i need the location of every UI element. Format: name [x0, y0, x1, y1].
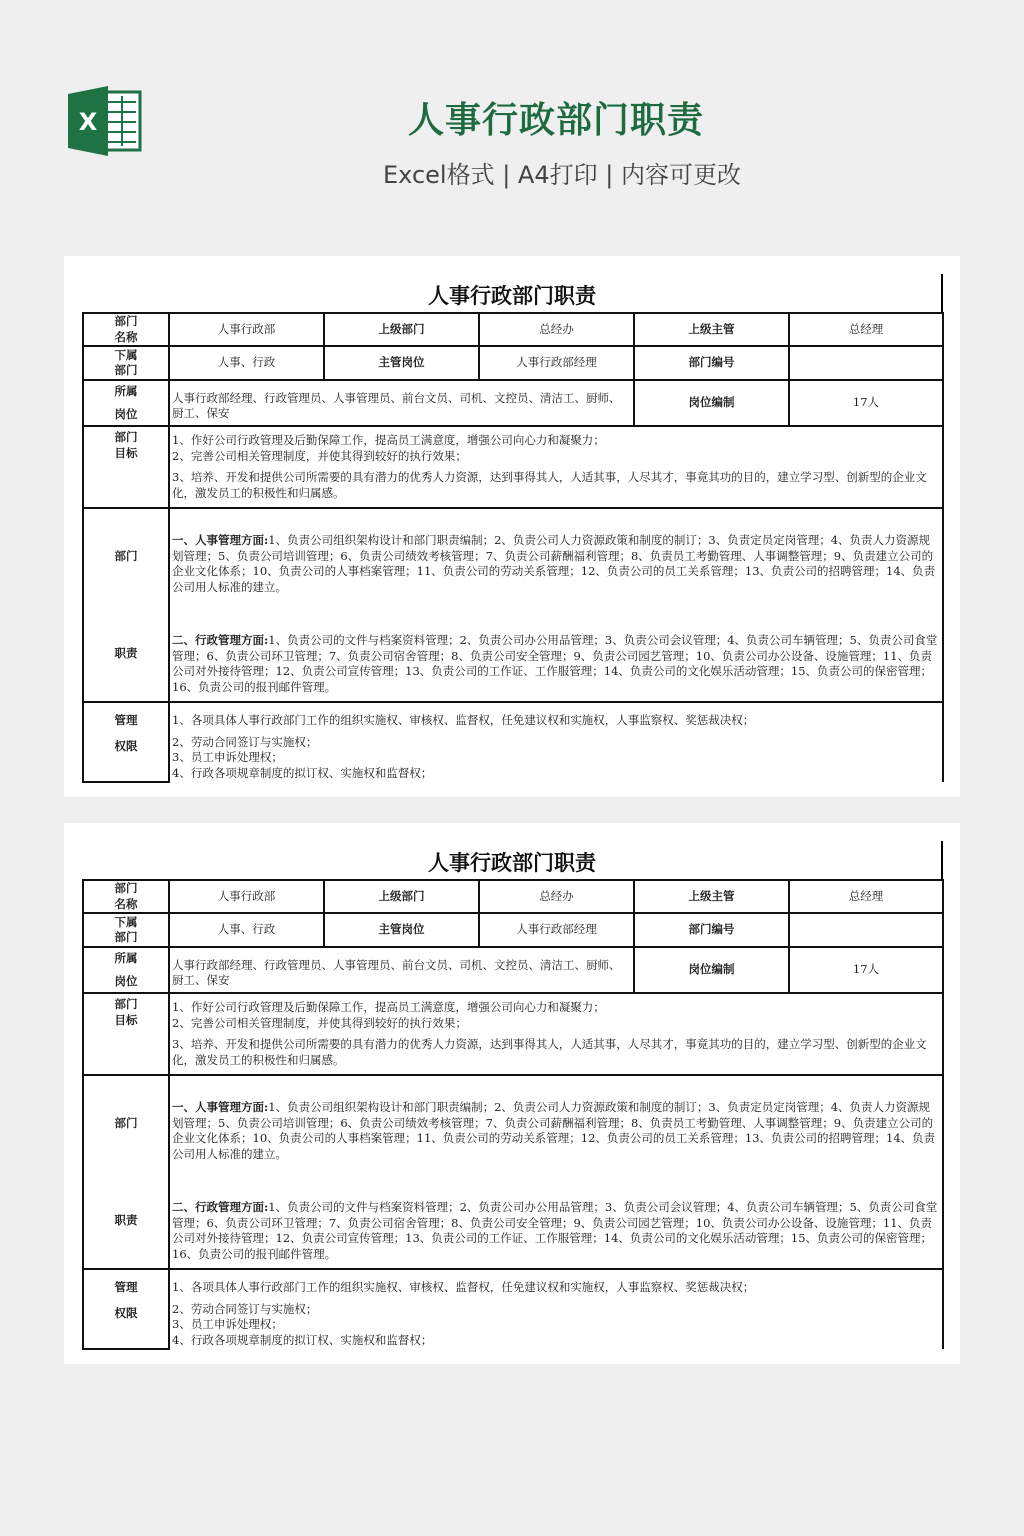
superior-mgr-value: 总经理 [789, 313, 943, 346]
svg-text:X: X [78, 108, 98, 136]
superior-mgr-value: 总经理 [789, 880, 943, 913]
goal-label: 部门 目标 [83, 426, 169, 508]
goal-label: 部门 目标 [83, 993, 169, 1075]
superior-dept-value: 总经办 [479, 880, 634, 913]
goal-item: 3、培养、开发和提供公司所需要的具有潜力的优秀人力资源，达到事得其人，人适其事，人尽其才，事竟其功的目的，建立学习型、创新型的企业文化，激发员工的积极性和归属感。 [172, 470, 927, 500]
headcount-value: 17人 [789, 380, 943, 426]
mgr-post-value: 人事行政部经理 [479, 913, 634, 947]
goal-value [169, 426, 943, 508]
auth-label: 管理 权限 [83, 702, 169, 782]
sheet-preview-2 [64, 823, 960, 1364]
duty-label: 部门 职责 [83, 508, 169, 702]
dept-name-label: 部门 名称 [83, 313, 169, 346]
sub-dept-value: 人事、行政 [169, 346, 324, 380]
duty-value [169, 1075, 943, 1269]
page-subtitle: Excel格式 | A4打印 | 内容可更改 [383, 161, 741, 189]
header [0, 0, 1024, 250]
dept-code-value [789, 913, 943, 947]
goal-item: 1、作好公司行政管理及后勤保障工作，提高员工满意度，增强公司向心力和凝聚力； [172, 1000, 605, 1014]
duty-admin: 二、行政管理方面:1、负责公司的文件与档案资料管理；2、负责公司办公用品管理；3、负责公司会议管理；4、负责公司车辆管理；5、负责公司食堂管理；6、负责公司环卫管理；7、负责公司宿舍管理；8、负责公司安全管理；9、负责公司园艺管理；10、负责公司办公设备、设施管理；11、负责公司对外接待管理；12、负责公司宣传管理；13、负责公司的工作证、工作服管理；14、负责公司的文化娱乐活动管理；15、负责公司的保密管理；16、负责公司的报刊邮件管理。 [172, 1200, 938, 1261]
auth-item: 2、劳动合同签订与实施权； [172, 734, 318, 749]
mgr-post-value: 人事行政部经理 [479, 346, 634, 380]
sheet-preview-1 [64, 256, 960, 797]
superior-dept-label: 上级部门 [324, 313, 479, 346]
sub-dept-label: 下属 部门 [83, 913, 169, 947]
sheet-title: 人事行政部门职责 [428, 850, 596, 875]
duty-admin: 二、行政管理方面:1、负责公司的文件与档案资料管理；2、负责公司办公用品管理；3、负责公司会议管理；4、负责公司车辆管理；5、负责公司食堂管理；6、负责公司环卫管理；7、负责公司宿舍管理；8、负责公司安全管理；9、负责公司园艺管理；10、负责公司办公设备、设施管理；11、负责公司对外接待管理；12、负责公司宣传管理；13、负责公司的工作证、工作服管理；14、负责公司的文化娱乐活动管理；15、负责公司的保密管理；16、负责公司的报刊邮件管理。 [172, 633, 938, 694]
dept-name-value: 人事行政部 [169, 880, 324, 913]
headcount-label: 岗位编制 [634, 947, 789, 993]
goal-value [169, 993, 943, 1075]
auth-item: 4、行政各项规章制度的拟订权、实施权和监督权； [172, 1332, 433, 1347]
posts-value: 人事行政部经理、行政管理员、人事管理员、前台文员、司机、文控员、清洁工、厨师、厨工、保安 [169, 947, 634, 993]
superior-dept-value: 总经办 [479, 313, 634, 346]
dept-code-value [789, 346, 943, 380]
mgr-post-label: 主管岗位 [324, 913, 479, 947]
goal-item: 2、完善公司相关管理制度，并使其得到较好的执行效果； [172, 448, 467, 463]
superior-mgr-label: 上级主管 [634, 313, 789, 346]
dept-name-value: 人事行政部 [169, 313, 324, 346]
auth-label: 管理 权限 [83, 1269, 169, 1349]
superior-dept-label: 上级部门 [324, 880, 479, 913]
duty-label: 部门 职责 [83, 1075, 169, 1269]
duty-table [82, 312, 944, 783]
sheet-title: 人事行政部门职责 [428, 283, 596, 308]
goal-item: 2、完善公司相关管理制度，并使其得到较好的执行效果； [172, 1015, 467, 1030]
duty-value [169, 508, 943, 702]
auth-item: 3、员工申诉处理权； [172, 1317, 283, 1331]
dept-name-label: 部门 名称 [83, 880, 169, 913]
auth-value [169, 702, 943, 782]
headcount-value: 17人 [789, 947, 943, 993]
sub-dept-label: 下属 部门 [83, 346, 169, 380]
headcount-label: 岗位编制 [634, 380, 789, 426]
auth-item: 4、行政各项规章制度的拟订权、实施权和监督权； [172, 765, 433, 780]
auth-item: 1、各项具体人事行政部门工作的组织实施权、审核权、监督权，任免建议权和实施权，人事监察权、奖惩裁决权； [172, 1280, 755, 1294]
dept-code-label: 部门编号 [634, 346, 789, 380]
posts-value: 人事行政部经理、行政管理员、人事管理员、前台文员、司机、文控员、清洁工、厨师、厨工、保安 [169, 380, 634, 426]
page-title: 人事行政部门职责 [407, 100, 704, 141]
goal-item: 3、培养、开发和提供公司所需要的具有潜力的优秀人力资源，达到事得其人，人适其事，人尽其才，事竟其功的目的，建立学习型、创新型的企业文化，激发员工的积极性和归属感。 [172, 1037, 927, 1067]
mgr-post-label: 主管岗位 [324, 346, 479, 380]
duty-hr: 一、人事管理方面:1、负责公司组织架构设计和部门职责编制；2、负责公司人力资源政策和制度的制订；3、负责定员定岗管理；4、负责人力资源规划管理；5、负责公司培训管理；6、负责公司绩效考核管理；7、负责公司薪酬福利管理；8、负责员工考勤管理、人事调整管理；9、负责建立公司的企业文化体系；10、负责公司的人事档案管理；11、负责公司的劳动关系管理；12、负责公司的员工关系管理；13、负责公司的招聘管理；14、负责公司用人标准的建立。 [172, 533, 936, 594]
auth-item: 2、劳动合同签订与实施权； [172, 1301, 318, 1316]
goal-item: 1、作好公司行政管理及后勤保障工作，提高员工满意度，增强公司向心力和凝聚力； [172, 433, 605, 447]
posts-label: 所属 岗位 [83, 947, 169, 993]
auth-item: 1、各项具体人事行政部门工作的组织实施权、审核权、监督权，任免建议权和实施权，人事监察权、奖惩裁决权； [172, 713, 755, 727]
posts-label: 所属 岗位 [83, 380, 169, 426]
duty-hr: 一、人事管理方面:1、负责公司组织架构设计和部门职责编制；2、负责公司人力资源政策和制度的制订；3、负责定员定岗管理；4、负责人力资源规划管理；5、负责公司培训管理；6、负责公司绩效考核管理；7、负责公司薪酬福利管理；8、负责员工考勤管理、人事调整管理；9、负责建立公司的企业文化体系；10、负责公司的人事档案管理；11、负责公司的劳动关系管理；12、负责公司的员工关系管理；13、负责公司的招聘管理；14、负责公司用人标准的建立。 [172, 1100, 936, 1161]
auth-item: 3、员工申诉处理权； [172, 750, 283, 764]
superior-mgr-label: 上级主管 [634, 880, 789, 913]
dept-code-label: 部门编号 [634, 913, 789, 947]
sub-dept-value: 人事、行政 [169, 913, 324, 947]
duty-table [82, 879, 944, 1350]
auth-value [169, 1269, 943, 1349]
